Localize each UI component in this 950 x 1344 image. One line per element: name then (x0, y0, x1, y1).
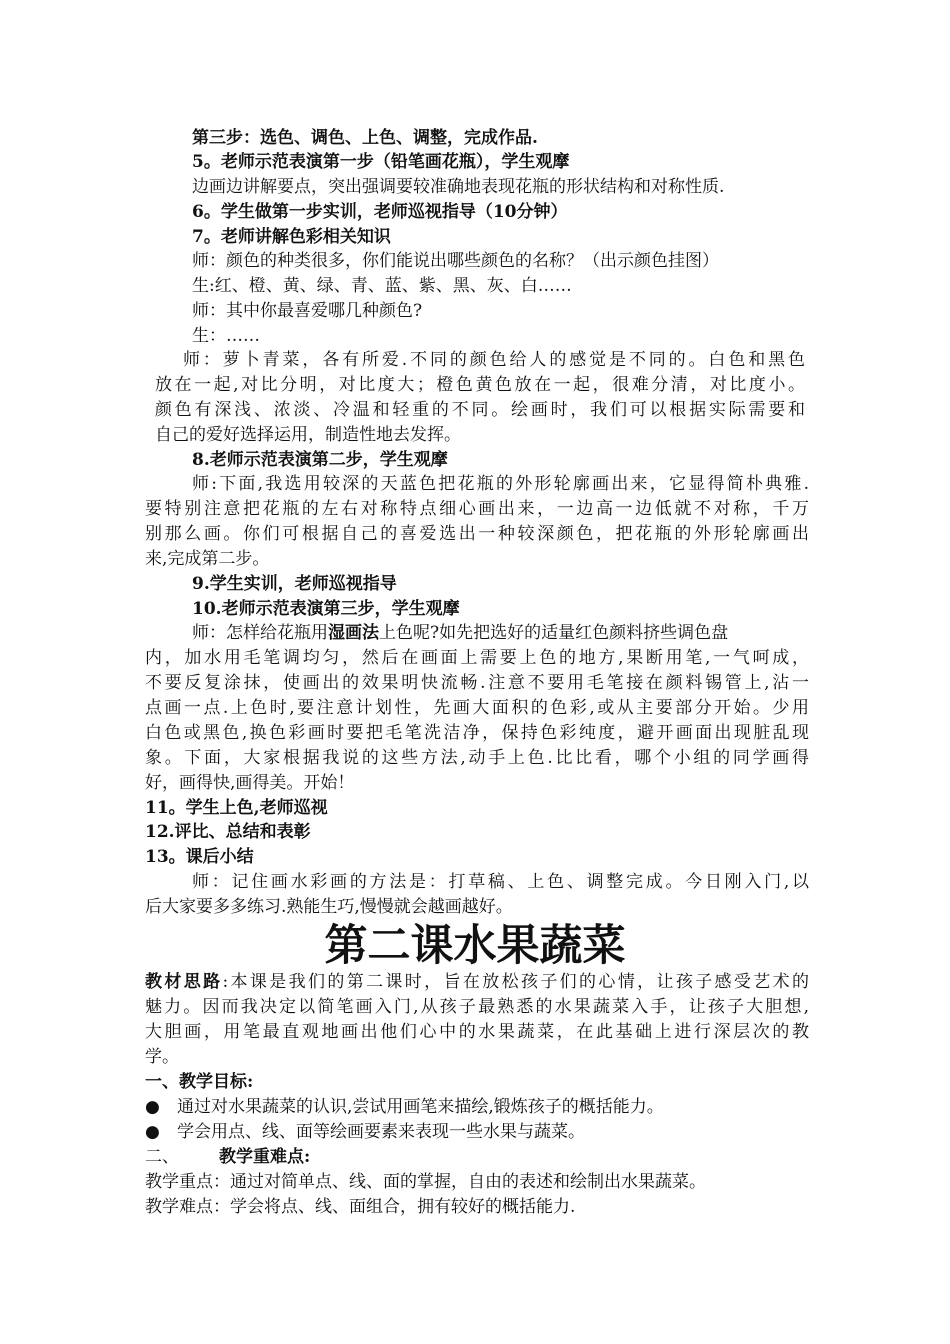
item-9-heading: 9.学生实训，老师巡视指导 (192, 574, 397, 594)
paragraph-line: 放在一起,对比分明，对比度大；橙色黄色放在一起，很难分清，对比度小。 (155, 375, 805, 395)
difficulty-heading (145, 1145, 809, 1169)
paragraph-line (192, 621, 809, 645)
item-10-heading: 10.老师示范表演第三步，学生观摩 (192, 599, 460, 619)
key-point-line: 教学重点：通过对简单点、线、面的掌握，自由的表述和绘制出水果蔬菜。 (145, 1172, 706, 1192)
intro-line: 大胆画，用笔最直观地画出他们心中的水果蔬菜，在此基础上进行深层次的教 (145, 1022, 809, 1042)
bullet-icon: ● (145, 1097, 160, 1117)
intro-line (145, 970, 809, 994)
paragraph-line: 颜色有深浅、浓淡、冷温和轻重的不同。绘画时，我们可以根据实际需要和 (155, 400, 805, 420)
dialogue-line: 师：其中你最喜爱哪几种颜色? (192, 301, 423, 321)
item-8-heading: 8.老师示范表演第二步，学生观摩 (192, 450, 448, 470)
bullet-icon: ● (145, 1122, 160, 1142)
wet-painting-term: 湿画法 (328, 623, 379, 643)
paragraph-line: 自己的爱好选择运用，制造性地去发挥。 (155, 425, 461, 445)
goal-text: 学会用点、线、面等绘画要素来表现一些水果与蔬菜。 (177, 1122, 585, 1142)
item-7-heading: 7。老师讲解色彩相关知识 (192, 227, 391, 247)
dialogue-line: 生：…… (192, 326, 260, 346)
paragraph-line: 白色或黑色,换色彩画时要把毛笔洗洁净，保持色彩纯度，避开画面出现脏乱现 (145, 723, 809, 743)
dialogue-line: 生:红、橙、黄、绿、青、蓝、紫、黑、灰、白…… (192, 276, 572, 296)
goals-heading: 一、教学目标: (145, 1072, 254, 1092)
paragraph-line: 师：记住画水彩画的方法是：打草稿、上色、调整完成。今日刚入门,以 (192, 872, 809, 892)
paragraph-line: 不要反复涂抹，使画出的效果明快流畅.注意不要用毛笔接在颜料锡管上,沾一 (145, 673, 809, 693)
intro-label: 教材思路 (145, 972, 223, 992)
paragraph-line: 内，加水用毛笔调均匀，然后在画面上需要上色的地方,果断用笔,一气呵成， (145, 648, 809, 668)
intro-line: 魅力。因而我决定以简笔画入门,从孩子最熟悉的水果蔬菜入手，让孩子大胆想, (145, 997, 809, 1017)
paragraph-line: 点画一点.上色时,要注意计划性，先画大面积的色彩,或从主要部分开始。少用 (145, 698, 809, 718)
paragraph-line: 好，画得快,画得美。开始！ (145, 773, 355, 793)
goal-item (145, 1095, 809, 1119)
paragraph-line: 别那么画。你们可根据自己的喜爱选出一种较深颜色，把花瓶的外形轮廓画出 (145, 524, 809, 544)
paragraph-line: 后大家要多多练习.熟能生巧,慢慢就会越画越好。 (145, 897, 513, 917)
paragraph-line: 象。下面，大家根据我说的这些方法,动手上色.比比看，哪个小组的同学画得 (145, 748, 809, 768)
text-span: 上色呢?如先把选好的适量红色颜料挤些调色盘 (379, 623, 729, 643)
paragraph-line: 边画边讲解要点，突出强调要较准确地表现花瓶的形状结构和对称性质. (192, 177, 725, 197)
item-12-heading: 12.评比、总结和表彰 (145, 822, 311, 842)
intro-line: 学。 (145, 1047, 179, 1067)
item-6-heading: 6。学生做第一步实训，老师巡视指导（10分钟） (192, 202, 568, 222)
paragraph-line: 师：萝卜青菜，各有所爱.不同的颜色给人的感觉是不同的。白色和黑色 (183, 350, 805, 370)
section-number: 二、 (145, 1147, 179, 1167)
paragraph-line: 师:下面,我选用较深的天蓝色把花瓶的外形轮廓画出来，它显得简朴典雅. (192, 474, 809, 494)
goal-text: 通过对水果蔬菜的认识,尝试用画笔来描绘,锻炼孩子的概括能力。 (177, 1097, 664, 1117)
hard-point-line: 教学难点：学会将点、线、面组合，拥有较好的概括能力. (145, 1197, 576, 1217)
item-5-heading: 5。老师示范表演第一步（铅笔画花瓶），学生观摩 (192, 152, 570, 172)
goal-item (145, 1120, 809, 1144)
step-three-line: 第三步：选色、调色、上色、调整，完成作品. (192, 128, 538, 148)
lesson-title: 第二课水果蔬菜 (324, 921, 626, 971)
paragraph-line: 要特别注意把花瓶的左右对称特点细心画出来，一边高一边低就不对称，千万 (145, 499, 809, 519)
item-11-heading: 11。学生上色,老师巡视 (145, 798, 328, 818)
intro-text: :本课是我们的第二课时，旨在放松孩子们的心情，让孩子感受艺术的 (222, 972, 809, 992)
difficulty-title: 教学重难点: (219, 1147, 311, 1167)
text-span: 师：怎样给花瓶用 (192, 623, 328, 643)
item-13-heading: 13。课后小结 (145, 847, 254, 867)
dialogue-line: 师：颜色的种类很多，你们能说出哪些颜色的名称？（出示颜色挂图） (192, 251, 719, 271)
paragraph-line: 来,完成第二步。 (145, 549, 270, 569)
